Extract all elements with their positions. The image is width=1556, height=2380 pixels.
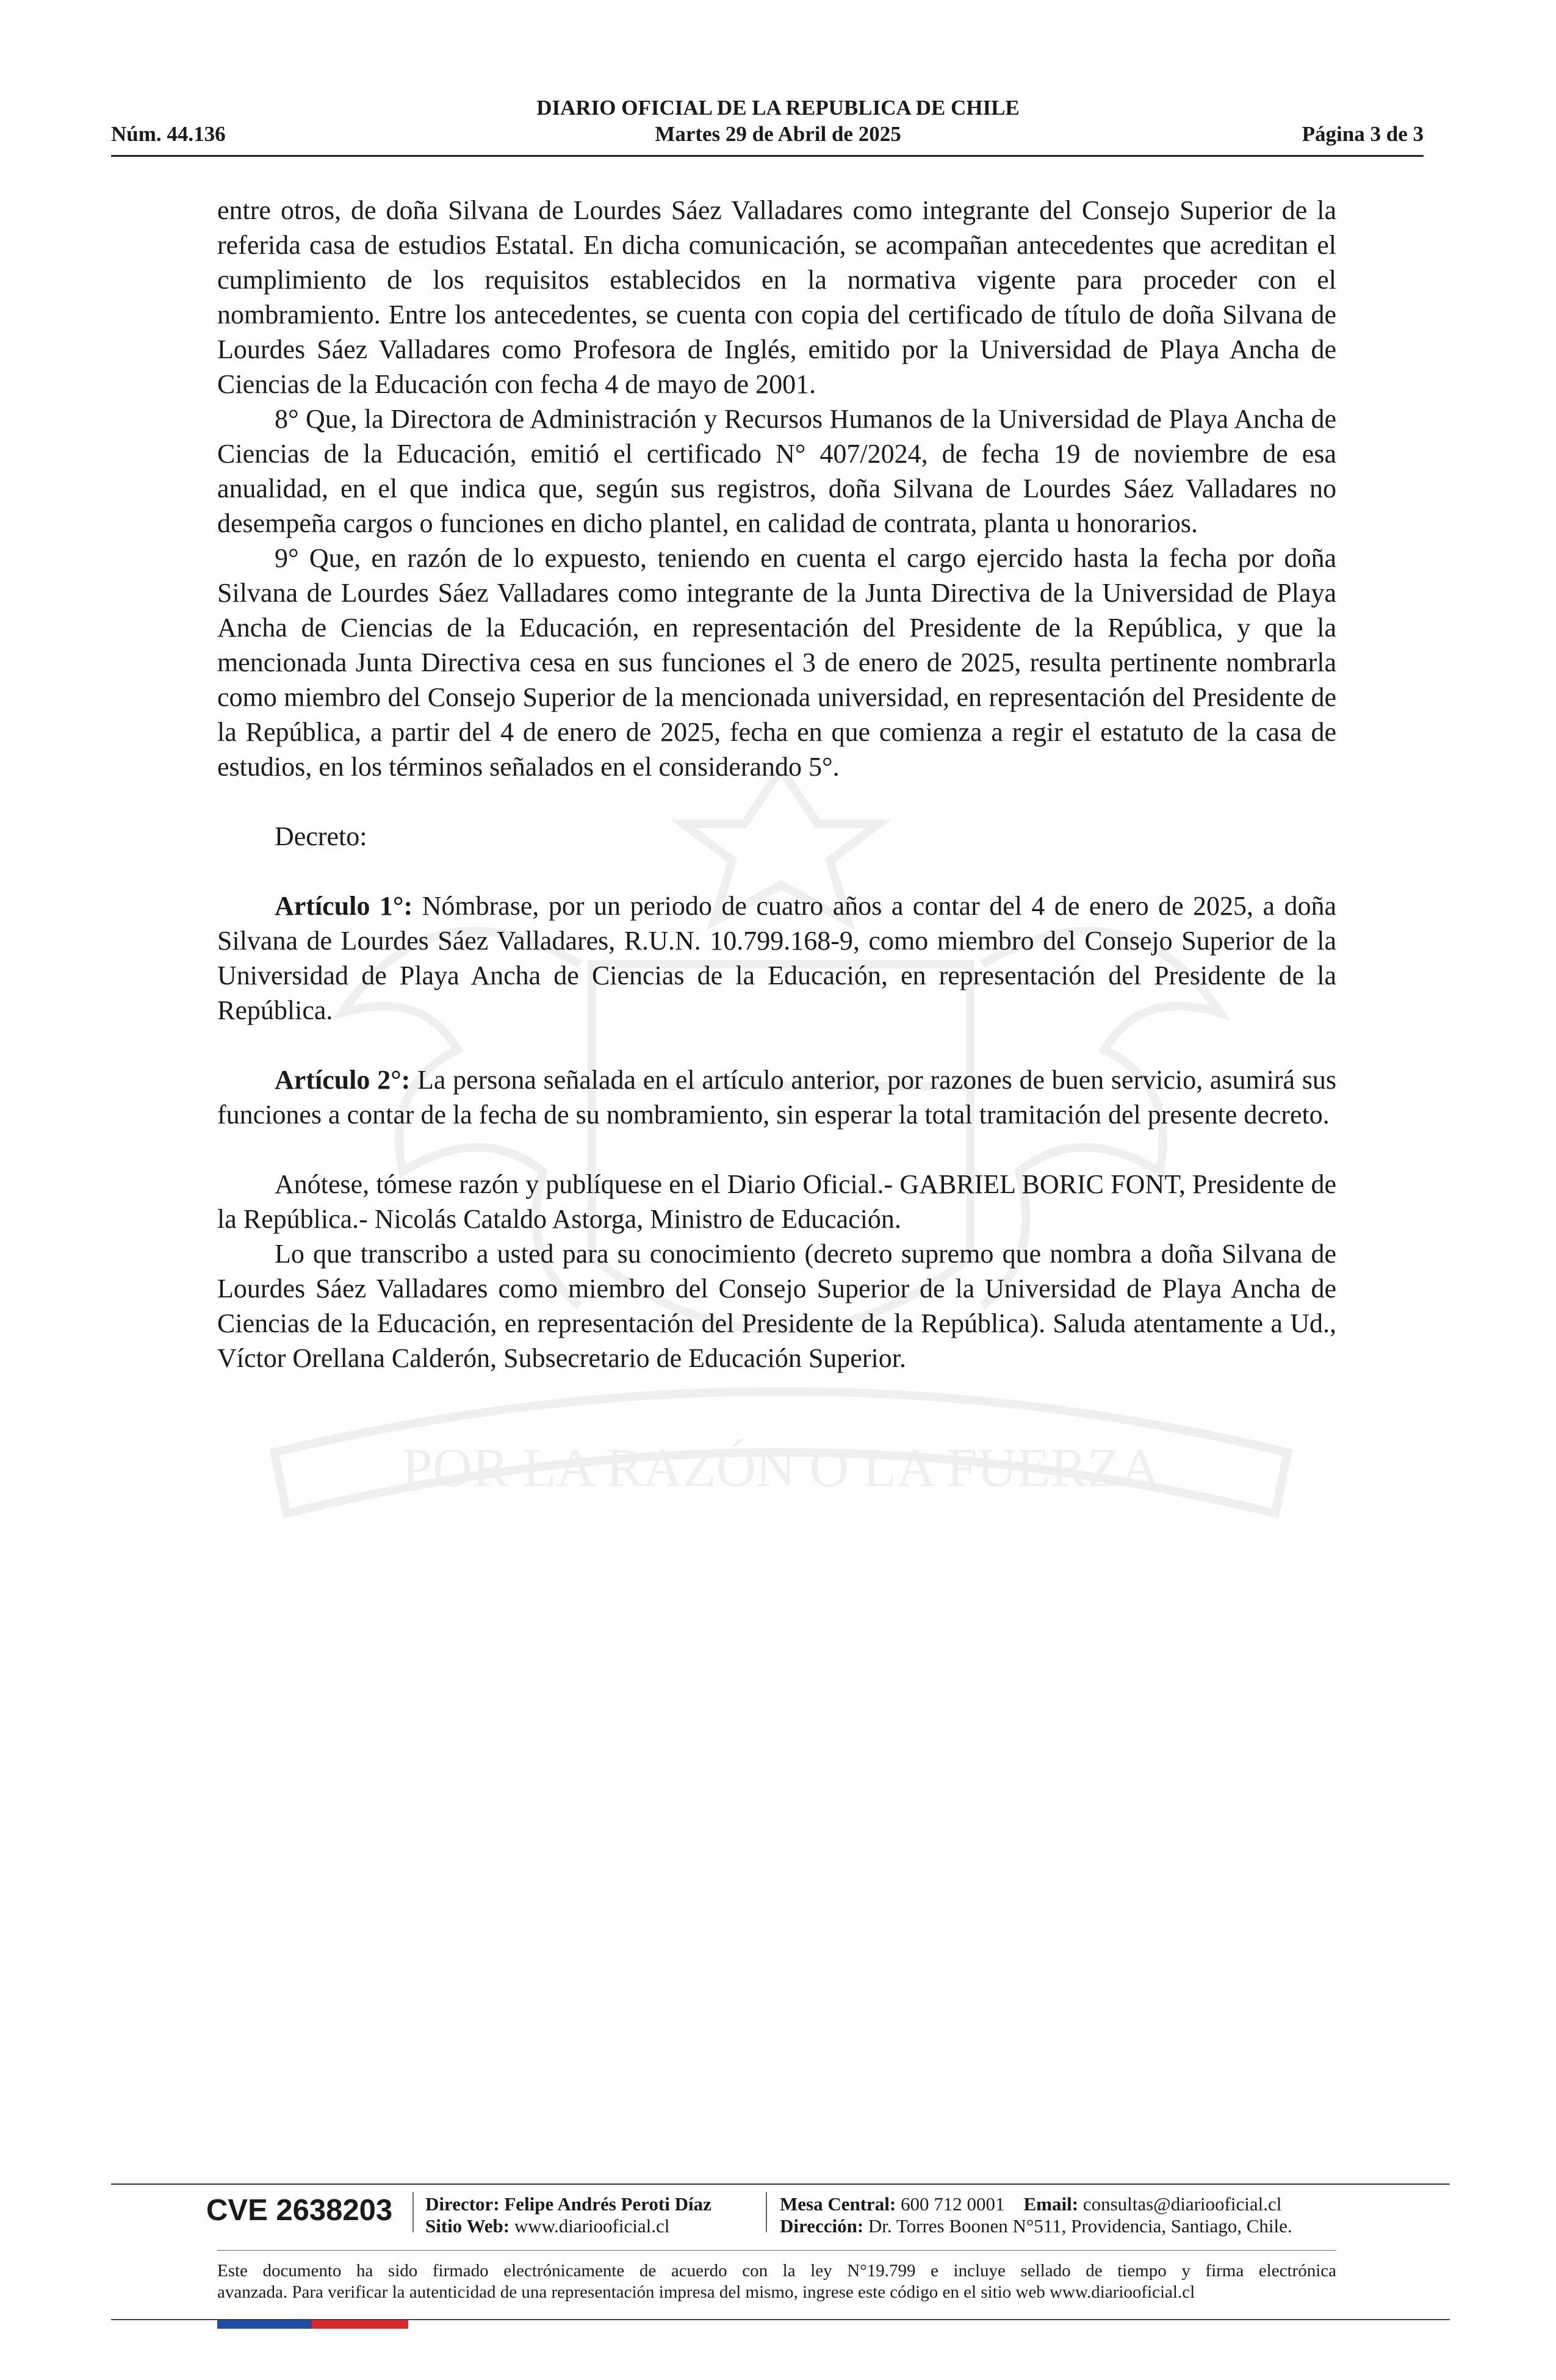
- website-label: Sitio Web:: [425, 2215, 510, 2237]
- article-2-label: Artículo 2°:: [275, 1065, 411, 1095]
- legal-line-1: Este documento ha sido firmado electrónicamente de acuerdo con la ley N°19.799 e incluye sellado de tiempo y firma electrónica: [217, 2261, 1336, 2281]
- issue-date: Martes 29 de Abril de 2025: [655, 122, 901, 146]
- article-2-text: La persona señalada en el artículo anterior, por razones de buen servicio, asumirá sus funciones a contar de la fecha de su nombramiento, sin esperar la total tramitación del presente decreto.: [217, 1065, 1337, 1130]
- footer-divider-top: [111, 2183, 1450, 2185]
- email-label: Email:: [1023, 2193, 1079, 2215]
- page-number: Página 3 de 3: [1302, 122, 1424, 146]
- newspaper-title: DIARIO OFICIAL DE LA REPUBLICA DE CHILE: [536, 96, 1020, 120]
- watermark-motto: POR LA RAZÓN O LA FUERZA: [402, 1438, 1161, 1498]
- email-link[interactable]: consultas@diariooficial.cl: [1082, 2193, 1282, 2215]
- footer-director-info: [425, 2193, 711, 2237]
- decree-body: [217, 193, 1336, 1376]
- paragraph-continuation: entre otros, de doña Silvana de Lourdes Sáez Valladares como integrante del Consejo Superior de la referida casa de estudios Estatal. En dicha comunicación, se acompañan antecedentes que acreditan el cumplimiento de los requisitos establecidos en la normativa vigente para proceder con el nombramiento. Entre los antecedentes, se cuenta con copia del certificado de título de doña Silvana de Lourdes Sáez Valladares como Profesora de Inglés, emitido por la Universidad de Playa Ancha de Ciencias de la Educación con fecha 4 de mayo de 2001.: [217, 195, 1336, 399]
- footer-separator: [766, 2192, 767, 2232]
- flag-bar-red: [312, 2320, 408, 2329]
- director-name: Felipe Andrés Peroti Díaz: [504, 2193, 711, 2215]
- paragraph-transcribo: Lo que transcribo a usted para su conocimiento (decreto supremo que nombra a doña Silvana de Lourdes Sáez Valladares como miembro del Consejo Superior de la Universidad de Playa Ancha de Ciencias de la Educación, en representación del Presidente de la República). Saluda atentamente a Ud., Víctor Orellana Calderón, Subsecretario de Educación Superior.: [217, 1239, 1336, 1373]
- paragraph-considerando-9: 9° Que, en razón de lo expuesto, teniendo en cuenta el cargo ejercido hasta la fecha por doña Silvana de Lourdes Sáez Valladares como integrante de la Junta Directiva de la Universidad de Playa Ancha de Ciencias de la Educación, en representación del Presidente de la República, y que la mencionada Junta Directiva cesa en sus funciones el 3 de enero de 2025, resulta pertinente nombrarla como miembro del Consejo Superior de la mencionada universidad, en representación del Presidente de la República, a partir del 4 de enero de 2025, fecha en que comienza a regir el estatuto de la casa de estudios, en los términos señalados en el considerando 5°.: [217, 543, 1336, 782]
- article-1-label: Artículo 1°:: [275, 891, 413, 921]
- paragraph-considerando-8: 8° Que, la Directora de Administración y Recursos Humanos de la Universidad de Playa Ancha de Ciencias de la Educación, emitió el certificado N° 407/2024, de fecha 19 de noviembre de esa anualidad, en el que indica que, según sus registros, doña Silvana de Lourdes Sáez Valladares no desempeña cargos o funciones en dicho plantel, en calidad de contrata, planta u honorarios.: [217, 404, 1336, 538]
- mesa-label: Mesa Central:: [780, 2193, 896, 2215]
- address-value: Dr. Torres Boonen N°511, Providencia, Santiago, Chile.: [868, 2215, 1292, 2237]
- footer-divider-mid: [217, 2250, 1336, 2251]
- mesa-phone: 600 712 0001: [901, 2193, 1005, 2215]
- issue-number: Núm. 44.136: [111, 122, 226, 146]
- address-label: Dirección:: [780, 2215, 864, 2237]
- article-2: [217, 1062, 1336, 1132]
- electronic-signature-notice: [217, 2260, 1336, 2303]
- paragraph-anotese: Anótese, tómese razón y publíquese en el Diario Oficial.- GABRIEL BORIC FONT, Presidente de la República.- Nicolás Cataldo Astorga, Ministro de Educación.: [217, 1169, 1336, 1234]
- footer-contact-info: [780, 2193, 1292, 2237]
- director-label: Director:: [425, 2193, 500, 2215]
- flag-bar-blue: [217, 2320, 312, 2329]
- footer-separator: [412, 2192, 414, 2232]
- cve-code: CVE 2638203: [206, 2194, 393, 2227]
- decreto-heading: Decreto:: [275, 821, 367, 851]
- article-1-text: Nómbrase, por un periodo de cuatro años a contar del 4 de enero de 2025, a doña Silvana de Lourdes Sáez Valladares, R.U.N. 10.799.168-9, como miembro del Consejo Superior de la Universidad de Playa Ancha de Ciencias de la Educación, en representación del Presidente de la República.: [217, 891, 1337, 1025]
- legal-line-2: avanzada. Para verificar la autenticidad de una representación impresa del mismo, ingrese este código en el sitio web www.diariooficial.cl: [217, 2282, 1195, 2302]
- article-1: [217, 889, 1336, 1028]
- website-link[interactable]: www.diariooficial.cl: [514, 2215, 670, 2237]
- header-divider: [111, 155, 1424, 157]
